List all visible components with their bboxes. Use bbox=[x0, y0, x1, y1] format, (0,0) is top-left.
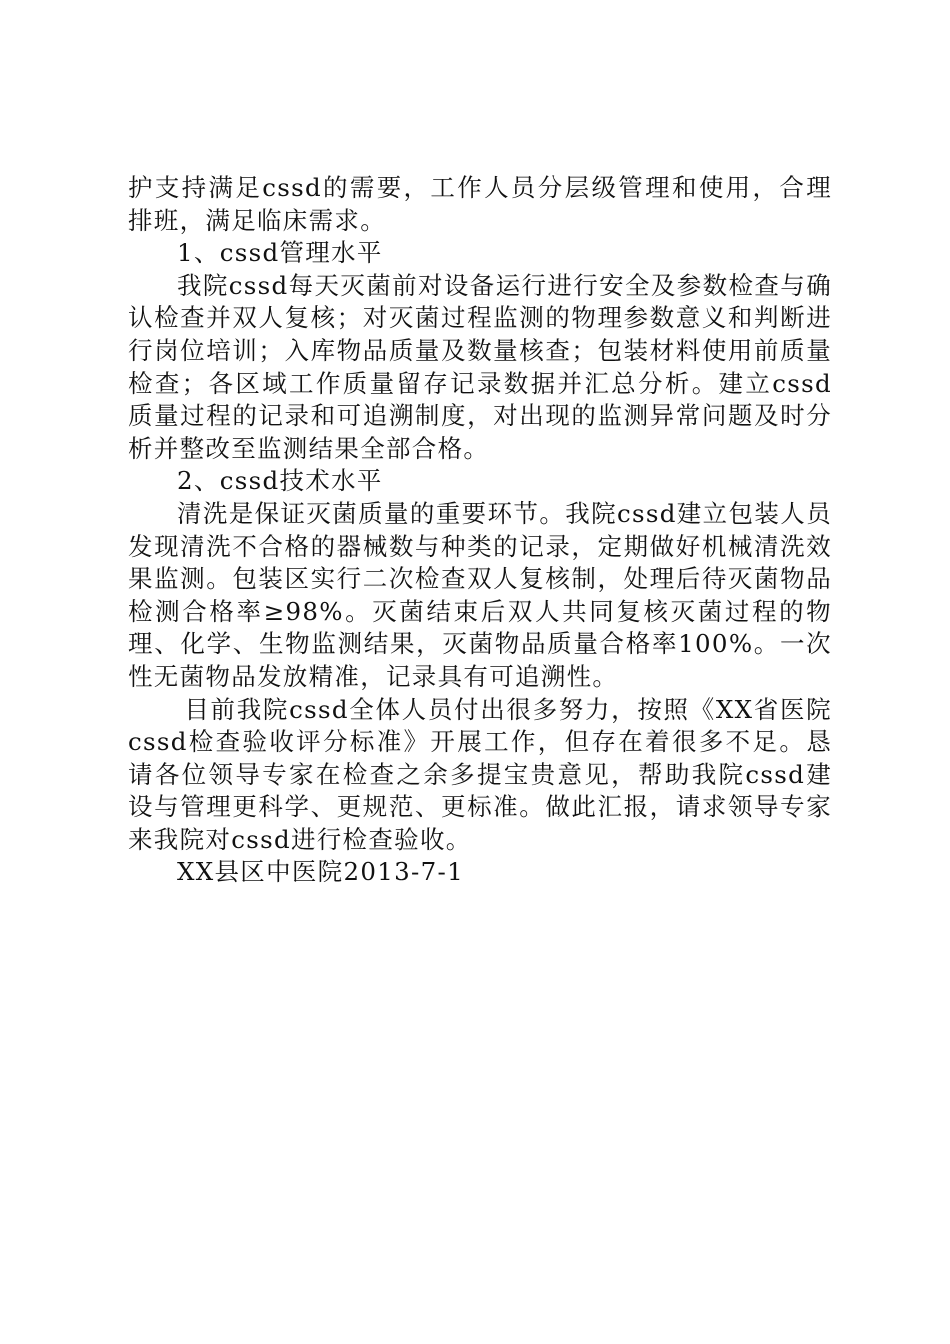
signature-line: XX县区中医院2013-7-1 bbox=[177, 857, 464, 887]
document-body bbox=[128, 172, 832, 889]
management-paragraph: 我院cssd每天灭菌前对设备运行进行安全及参数检查与确认检查并双人复核；对灭菌过程监测的物理参数意义和判断进行岗位培训；入库物品质量及数量核查；包装材料使用前质量检查；各区域工作质量留存记录数据并汇总分析。建立cssd质量过程的记录和可追溯制度，对出现的监测异常问题及时分析并整改至监测结果全部合格。 bbox=[128, 270, 832, 463]
section-heading-technical: 2、cssd技术水平 bbox=[177, 466, 383, 496]
closing-paragraph: 目前我院cssd全体人员付出很多努力，按照《XX省医院cssd检查验收评分标准》开展工作，但存在着很多不足。恳请各位领导专家在检查之余多提宝贵意见，帮助我院cssd建设与管理更科学、更规范、更标准。做此汇报，请求领导专家来我院对cssd进行检查验收。 bbox=[128, 694, 832, 854]
technical-paragraph: 清洗是保证灭菌质量的重要环节。我院cssd建立包装人员发现清洗不合格的器械数与种类的记录，定期做好机械清洗效果监测。包装区实行二次检查双人复核制，处理后待灭菌物品检测合格率≥98%。灭菌结束后双人共同复核灭菌过程的物理、化学、生物监测结果，灭菌物品质量合格率100%。一次性无菌物品发放精准，记录具有可追溯性。 bbox=[128, 498, 832, 691]
continuation-paragraph: 护支持满足cssd的需要，工作人员分层级管理和使用，合理排班，满足临床需求。 bbox=[128, 173, 832, 235]
section-heading-management: 1、cssd管理水平 bbox=[177, 238, 383, 268]
